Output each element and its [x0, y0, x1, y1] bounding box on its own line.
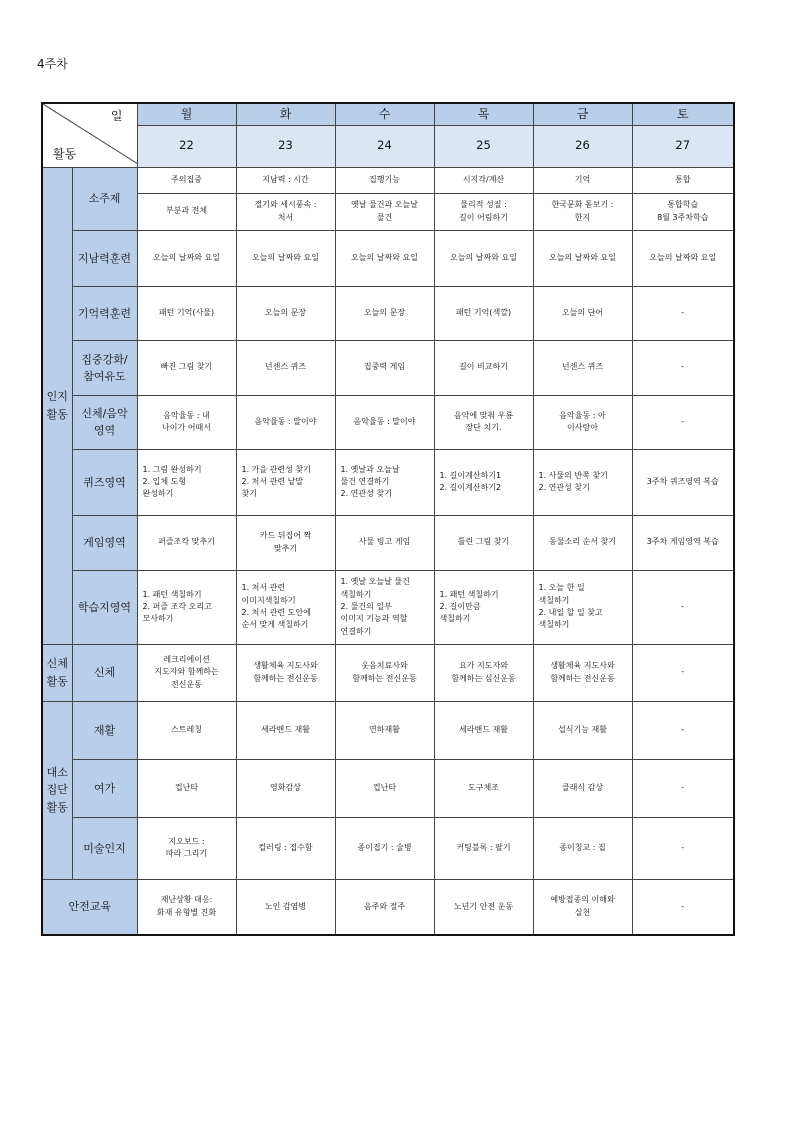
- week-title: 4주차: [37, 57, 68, 71]
- cell-memory: 오늘의 문장: [335, 286, 434, 340]
- cell-orientation: 오늘의 날짜와 요일: [533, 230, 632, 286]
- cell-subtopic-b: 물리적 성질 : 길이 어림하기: [434, 193, 533, 230]
- row-study: [42, 570, 734, 644]
- cell-art: 컬러링 : 접수함: [236, 817, 335, 879]
- cell-music: 음악율동 : 내 나이가 어때서: [137, 395, 236, 449]
- cell-music: 음악에 맞춰 우룡 장단 치기.: [434, 395, 533, 449]
- cell-orientation: 오늘의 날짜와 요일: [137, 230, 236, 286]
- row-label-study: 학습지영역: [72, 570, 137, 644]
- row-label-art: 미술인지: [72, 817, 137, 879]
- category-cognitive: 인지 활동: [42, 167, 72, 644]
- row-art: [42, 817, 734, 879]
- row-label-music: 신체/음악 영역: [72, 395, 137, 449]
- cell-quiz: 1. 사물의 반쪽 찾기 2. 연관성 찾기: [533, 449, 632, 515]
- cell-memory: 패턴 기억(사물): [137, 286, 236, 340]
- cell-physical: 요가 지도자와 함께하는 심신운동: [434, 644, 533, 701]
- row-label-orientation: 지남력훈련: [72, 230, 137, 286]
- weekly-schedule-table: [41, 102, 735, 936]
- cell-orientation: 오늘의 날짜와 요일: [335, 230, 434, 286]
- cell-art: 커팅블록 : 팔기: [434, 817, 533, 879]
- row-music: [42, 395, 734, 449]
- row-physical: [42, 644, 734, 701]
- row-focus: [42, 340, 734, 395]
- row-subtopic-b: [42, 193, 734, 230]
- cell-focus: 집중력 게임: [335, 340, 434, 395]
- date-header: 22: [137, 125, 236, 167]
- row-quiz: [42, 449, 734, 515]
- cell-physical: -: [632, 644, 734, 701]
- cell-study: 1. 처서 관련 이미지색칠하기 2. 처서 관련 도안에 순서 맞게 색칠하기: [236, 570, 335, 644]
- row-orientation: [42, 230, 734, 286]
- cell-game: 틀린 그림 찾기: [434, 515, 533, 570]
- cell-game: 3주차 게임영역 복습: [632, 515, 734, 570]
- cell-rehab: 섭식기능 재활: [533, 701, 632, 759]
- cell-art: 종이칭교 : 집: [533, 817, 632, 879]
- cell-subtopic-a: 주의집중: [137, 167, 236, 193]
- cell-quiz: 1. 옛날과 오늘날 물건 연결하기 2. 연관성 찾기: [335, 449, 434, 515]
- cell-art: 종이접기 : 술병: [335, 817, 434, 879]
- day-header: 수: [335, 103, 434, 125]
- cell-rehab: 스트레칭: [137, 701, 236, 759]
- cell-memory: 오늘의 문장: [236, 286, 335, 340]
- cell-game: 동물소리 순서 찾기: [533, 515, 632, 570]
- cell-safety: 노인 감염병: [236, 879, 335, 935]
- cell-subtopic-a: 지남력 : 시간: [236, 167, 335, 193]
- corner-day-label: 일: [110, 109, 123, 123]
- cell-physical: 생활체육 지도사와 함께하는 전신운동: [236, 644, 335, 701]
- day-header: 토: [632, 103, 734, 125]
- date-header: 26: [533, 125, 632, 167]
- cell-memory: 오늘의 단어: [533, 286, 632, 340]
- cell-quiz: 1. 길이계산하기1 2. 길이계산하기2: [434, 449, 533, 515]
- cell-quiz: 1. 가을 관련성 찾기 2. 처서 관련 낱말 찾기: [236, 449, 335, 515]
- cell-study: 1. 오늘 한 일 색칠하기 2. 내일 할 일 찾고 색칠하기: [533, 570, 632, 644]
- date-header: 24: [335, 125, 434, 167]
- row-game: [42, 515, 734, 570]
- day-header: 목: [434, 103, 533, 125]
- cell-art: -: [632, 817, 734, 879]
- cell-leisure: 컵난타: [335, 759, 434, 817]
- day-header: 월: [137, 103, 236, 125]
- cell-leisure: 컵난타: [137, 759, 236, 817]
- cell-memory: -: [632, 286, 734, 340]
- row-rehab: [42, 701, 734, 759]
- cell-subtopic-a: 시지각/계산: [434, 167, 533, 193]
- cell-safety: 노년기 안전 운동: [434, 879, 533, 935]
- cell-leisure: 영화감상: [236, 759, 335, 817]
- cell-music: -: [632, 395, 734, 449]
- cell-subtopic-b: 통합학습 8월 3주차학습: [632, 193, 734, 230]
- cell-music: 음악율동 : 말이야: [335, 395, 434, 449]
- corner-activity-label: 활동: [53, 147, 77, 161]
- cell-safety: 재난상황 대응: 화재 유형별 진화: [137, 879, 236, 935]
- cell-study: 1. 패턴 색칠하기 2. 퍼즐 조각 오리고 모사하기: [137, 570, 236, 644]
- cell-subtopic-b: 절기와 세시풍속 : 처서: [236, 193, 335, 230]
- row-label-leisure: 여가: [72, 759, 137, 817]
- row-leisure: [42, 759, 734, 817]
- row-label-memory: 기억력훈련: [72, 286, 137, 340]
- row-label-subtopic: 소주제: [72, 167, 137, 230]
- row-label-focus: 집중강화/ 참여유도: [72, 340, 137, 395]
- cell-study: -: [632, 570, 734, 644]
- cell-rehab: -: [632, 701, 734, 759]
- cell-subtopic-b: 옛날 물건과 오늘날 물건: [335, 193, 434, 230]
- cell-subtopic-a: 집행기능: [335, 167, 434, 193]
- row-label-quiz: 퀴즈영역: [72, 449, 137, 515]
- cell-focus: 길이 비교하기: [434, 340, 533, 395]
- cell-game: 사물 빙고 게임: [335, 515, 434, 570]
- cell-music: 음악율동 : 말이야: [236, 395, 335, 449]
- date-header: 25: [434, 125, 533, 167]
- date-header-row: [42, 125, 734, 167]
- cell-rehab: 연하재활: [335, 701, 434, 759]
- cell-game: 카드 뒤집어 짝 맞추기: [236, 515, 335, 570]
- cell-art: 지오보드 : 따라 그리기: [137, 817, 236, 879]
- row-label-physical: 신체: [72, 644, 137, 701]
- cell-physical: 웃음치료사와 함께하는 전신운동: [335, 644, 434, 701]
- cell-memory: 패턴 기억(색깔): [434, 286, 533, 340]
- category-safety: 안전교육: [42, 879, 137, 935]
- header-corner: [42, 103, 137, 167]
- row-subtopic-a: [42, 167, 734, 193]
- cell-orientation: 오늘의 날짜와 요일: [632, 230, 734, 286]
- cell-quiz: 3주차 퀴즈영역 복습: [632, 449, 734, 515]
- cell-focus: 빠진 그림 찾기: [137, 340, 236, 395]
- cell-focus: 넌센스 퀴즈: [236, 340, 335, 395]
- cell-physical: 레크리에이션 지도자와 함께하는 전신운동: [137, 644, 236, 701]
- category-physical: 신체 활동: [42, 644, 72, 701]
- row-memory: [42, 286, 734, 340]
- cell-rehab: 세라밴드 재활: [434, 701, 533, 759]
- cell-physical: 생활체육 지도사와 함께하는 전신운동: [533, 644, 632, 701]
- cell-subtopic-b: 부분과 전체: [137, 193, 236, 230]
- row-label-game: 게임영역: [72, 515, 137, 570]
- cell-focus: 넌센스 퀴즈: [533, 340, 632, 395]
- cell-game: 퍼즐조각 맞추기: [137, 515, 236, 570]
- cell-rehab: 세라밴드 재활: [236, 701, 335, 759]
- cell-orientation: 오늘의 날짜와 요일: [434, 230, 533, 286]
- cell-leisure: 도구체조: [434, 759, 533, 817]
- cell-study: 1. 옛날 오늘날 물건 색칠하기 2. 물건의 일부 이미지 기능과 역할 연결하기: [335, 570, 434, 644]
- cell-quiz: 1. 그림 완성하기 2. 입체 도형 완성하기: [137, 449, 236, 515]
- cell-safety: -: [632, 879, 734, 935]
- cell-subtopic-a: 기억: [533, 167, 632, 193]
- row-label-rehab: 재활: [72, 701, 137, 759]
- cell-leisure: 클래식 감상: [533, 759, 632, 817]
- date-header: 23: [236, 125, 335, 167]
- cell-music: 음악율동 : 아 이사람아: [533, 395, 632, 449]
- category-group: 대소 집단 활동: [42, 701, 72, 879]
- day-header: 화: [236, 103, 335, 125]
- day-header-row: [42, 103, 734, 125]
- cell-focus: -: [632, 340, 734, 395]
- cell-study: 1. 패턴 색칠하기 2. 길이만큼 색칠하기: [434, 570, 533, 644]
- cell-leisure: -: [632, 759, 734, 817]
- row-safety: [42, 879, 734, 935]
- cell-safety: 예방접종의 이해와 실천: [533, 879, 632, 935]
- date-header: 27: [632, 125, 734, 167]
- cell-subtopic-a: 통합: [632, 167, 734, 193]
- cell-orientation: 오늘의 날짜와 요일: [236, 230, 335, 286]
- cell-subtopic-b: 한국문화 돋보기 : 한지: [533, 193, 632, 230]
- day-header: 금: [533, 103, 632, 125]
- cell-safety: 음주와 절주: [335, 879, 434, 935]
